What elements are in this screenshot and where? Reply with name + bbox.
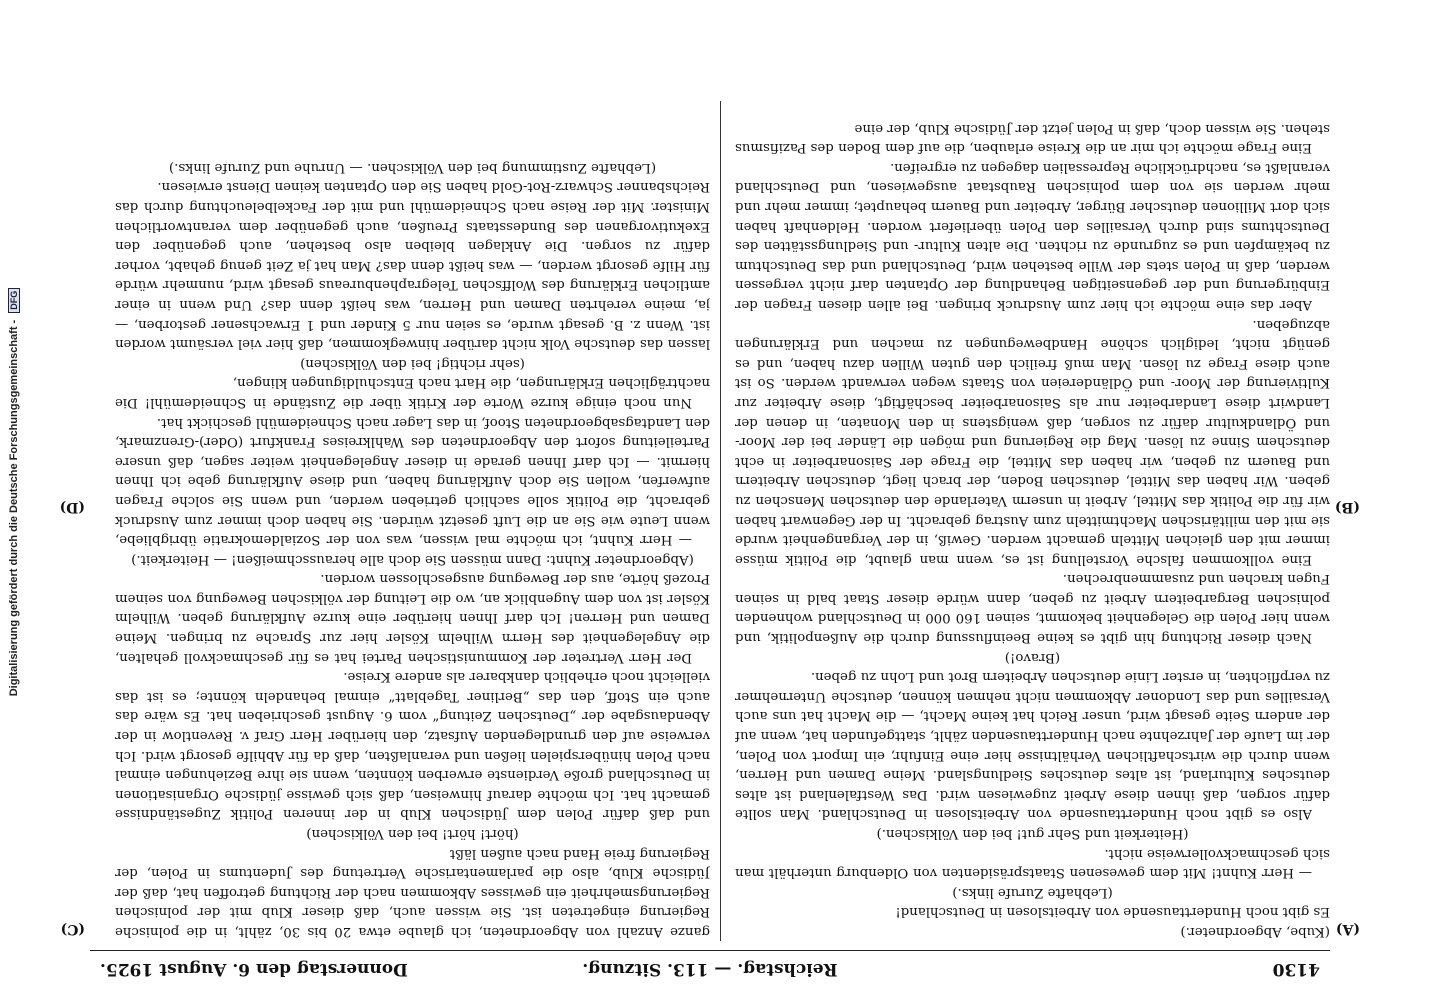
paragraph: Eine Frage möchte ich mir an die Kreise erlauben, die auf dem Boden des Pazifismus stehen. Sie wissen doch, daß in Polen jetzt der Jüdische Klub, der eine bbox=[735, 120, 1330, 156]
paragraph: (Heiterkeit und Sehr gut! bei den Völkischen.) bbox=[876, 826, 1189, 842]
left-column bbox=[735, 101, 1330, 941]
paragraph: — Herr Kuhnt! Mit dem gewesenen Staatspräsidenten von Oldenburg unterhält man sich geschmackvollerweise nicht. bbox=[735, 845, 1330, 881]
page-number: 4130 bbox=[1272, 959, 1320, 979]
paragraph: (sehr richtig! bei den Völkischen) bbox=[300, 355, 525, 371]
column-divider bbox=[720, 101, 721, 941]
paragraph: Aber das eine möchte ich hier zum Ausdruck bringen. Bei allen diesen Fragen der Einbürgerung und der gegenseitigen Behandlung der Optanten darf nicht vergessen werden, daß in Polen stets der Wille bestehen wird, Deutschland und das Deutschtum zu bekämpfen und es zugrunde zu richten. Die alten Kultur- und Siedlungsstätten des Deutschtums sind durch Versailles den Polen überliefert worden. Heldenhaft haben sich dort Millionen deutscher Bürger, Arbeiter und Bauern behauptet; immer mehr und mehr werden sie von dem polnischen Raubstaat ausgewiesen, und Deutschland veranlaßt es, nachdrückliche Repressalien dagegen zu ergreifen. bbox=[735, 159, 1330, 312]
paragraph: (Bravo!) bbox=[1004, 649, 1061, 665]
dfg-logo: DFG bbox=[8, 288, 20, 313]
right-column bbox=[115, 101, 710, 941]
paragraph: lassen das deutsche Volk nicht darüber hinwegkommen, daß hier viel versäumt worden ist. Wenn z. B. gesagt wurde, es seien nur 5 Kinder und 1 Erwachsener gestorben, — ja, meine verehrten Damen und Herren, was heißt denn das? Und wenn in einer amtlichen Erklärung des Wolffschen Telegraphenbureaus gesagt wird, nunmehr würde für Hilfe gesorgt werden, — was heißt denn das? Man hat ja Zeit genug gehabt, vorher dafür zu sorgen. Die Anklagen bleiben also bestehen, auch gegenüber den Exekutivorganen des Bundesstaats Preußen, auch gegenüber dem verantwortlichen Minister. Mit der Reise nach Schneidemühl und mit der Fackelbeleuchtung durch das Reichsbanner Schwarz-Rot-Gold haben Sie den Optanten keinen Dienst erwiesen. bbox=[115, 179, 710, 352]
paragraph: (hört! hört! bei den Völkischen) bbox=[306, 826, 519, 842]
paragraph: — Herr Kuhnt, ich möchte mal wissen, was von der Sozialdemokratie übrigbliebe, wenn Leute wie Sie an die Luft gesetzt würden. Sie haben doch immer zum Ausdruck gebracht, die Politik solle sachlich getrieben werden, und wenn Sie solche Fragen aufwerfen, wollen Sie doch Aufklärung haben, und diese Aufklärung gebe ich Ihnen hiermit. — Ich darf Ihnen gerade in dieser Angelegenheit weiter sagen, daß unsere Parteileitung sofort den Abgeordneten des Wahlkreises Frankfurt (Oder)-Grenzmark, den Landtagsabgeordneten Stoof, in das Lager nach Schneidemühl geschickt hat. bbox=[115, 414, 710, 548]
paragraph: Es gibt noch Hunderttausende von Arbeitslosen in Deutschland! bbox=[895, 904, 1330, 920]
scanned-page bbox=[59, 95, 1360, 985]
paragraph: Nach dieser Richtung hin gibt es keine Beeinflussung durch die Außenpolitik, und wenn hier Polen die Gelegenheit bekommt, seinen 160 000 in Deutschland wohnenden polnischen Bergarbeitern Arbeit zu geben, dann würde dieser Staat bald in seinen Fugen krachen und zusammenbrechen. bbox=[735, 571, 1330, 646]
paragraph: (Lebhafte Zurufe links.) bbox=[952, 884, 1113, 900]
paragraph: Eine vollkommen falsche Vorstellung ist es, wenn man glaubt, die Politik müsse immer mit den gleichen Mitteln gemacht werden. Gewiß, in der Vergangenheit wurde sie mit den militärischen Machtmitteln zum Austrag gebracht. In der Gegenwart haben wir für die Politik das Mittel, Arbeit in unserm Vaterlande den deutschen Menschen zu geben. Wir haben das Mittel, deutschen Boden, der brach liegt, deutschen Arbeitern und Bauern zu geben, wir haben das Mittel, die Frage der Saisonarbeiter in echt deutschem Sinne zu lösen. Mag die Regierung und mögen die Länder bei der Moor- und Ödlandkultur dafür zu sorgen, daß wenigstens in den Monaten, in denen der Landwirt diese Landarbeiter nur als Saisonarbeiter beschäftigt, diese Arbeiter zur Kultivierung der Moor- und Ödländereien von Staats wegen verwandt werden. So ist auch diese Frage zu lösen. Man muß freilich den guten Willen dazu haben, und es genügt nicht, lediglich schöne Handbewegungen zu machen und Erklärungen abzugeben. bbox=[735, 316, 1330, 567]
paragraph: (Lebhafte Zustimmung bei den Völkischen. — Unruhe und Zurufe links.) bbox=[168, 159, 657, 175]
credit-text: Digitalisierung gefördert durch die Deutsche Forschungsgemeinschaft - bbox=[8, 319, 20, 697]
paragraph: ganze Anzahl von Abgeordneten, ich glaube etwa 20 bis 30, zählt, in die polnische Regierung eingetreten ist. Sie wissen auch, daß dieser Klub mit der polnischen Regierungsmehrheit ein gewisses Abkommen nach der Richtung getroffen hat, daß der Jüdische Klub, also die parlamentarische Vertretung des Judentums in Polen, der Regierung freie Hand nach außen läßt bbox=[115, 845, 710, 939]
margin-marker-a: (A) bbox=[1335, 921, 1360, 937]
paragraph: Nun noch einige kurze Worte der Kritik über die Zustände in Schneidemühl! Die nachträglichen Erklärungen, die Hart nach Entschuldigungen klingen, bbox=[115, 375, 710, 410]
session-date: Donnerstag den 6. August 1925. bbox=[100, 959, 408, 979]
digitization-credit bbox=[8, 0, 28, 992]
paragraph: und daß dafür Polen dem Jüdischen Klub in der inneren Politik Zugeständnisse gemacht hat. Ich möchte darauf hinweisen, daß sich gewisse jüdische Organisationen in Deutschland große Verdienste erwerben könnten, wenn sie ihre Beziehungen einmal nach Polen hinüberspielen ließen und veranlaßten, daß da für Abhilfe gesorgt wird. Ich verweise auf den grundlegenden Aufsatz, den hierüber Herr Graf v. Reventlow in der Abendausgabe der „Deutschen Zeitung“ vom 6. August geschrieben hat. Es wäre das auch ein Stoff, den das „Berliner Tageblatt“ einmal behandeln könnte; es ist das vielleicht noch erheblich dankbarer als andere Kreise. bbox=[115, 669, 710, 822]
paragraph: (Abgeordneter Kuhnt: Dann müssen Sie doch alle herausschmeißen! — Heiterkeit.) bbox=[131, 551, 694, 567]
session-title: Reichstag. — 113. Sitzung. bbox=[582, 959, 838, 979]
margin-marker-c: (C) bbox=[60, 921, 85, 937]
paragraph: (Kube, Abgeordneter.) bbox=[1180, 924, 1330, 939]
paragraph: Der Herr Vertreter der Kommunistischen Partei hat es für geschmackvoll gehalten, die Angelegenheit des Herrn Wilhelm Kösler hier zur Sprache zu bringen. Meine Damen und Herren! Ich darf Ihnen hierüber eine kurze Aufklärung geben. Wilhelm Kösler ist von dem Augenblick an, wo die Leitung der völkischen Bewegung von seinem Prozeß hörte, aus der Bewegung ausgeschlossen worden. bbox=[115, 571, 710, 665]
margin-marker-b: (B) bbox=[1334, 499, 1360, 515]
paragraph: Also es gibt noch Hunderttausende von Arbeitslosen in Deutschland. Man sollte dafür sorgen, daß ihnen diese Arbeit zugewiesen wird. Das Westfalenland ist altes deutsches Kulturland, ist altes deutsches Siedlungsland. Meine Damen und Herren, wenn durch die wirtschaftlichen Verhältnisse hier eine Einfuhr, ein Import von Polen, der im Laufe der Jahrzehnte nach Hunderttausenden zählt, stattgefunden hat, wenn auf der andern Seite gesagt wird, unser Reich hat keine Macht, — die Macht hat uns auch Versailles und das Londoner Abkommen nicht nehmen können, deutsche Unternehmer zu verpflichten, in erster Linie deutschen Arbeitern Brot und Lohn zu geben. bbox=[735, 669, 1330, 822]
margin-marker-d: (D) bbox=[59, 499, 85, 515]
page-header bbox=[90, 950, 1330, 985]
